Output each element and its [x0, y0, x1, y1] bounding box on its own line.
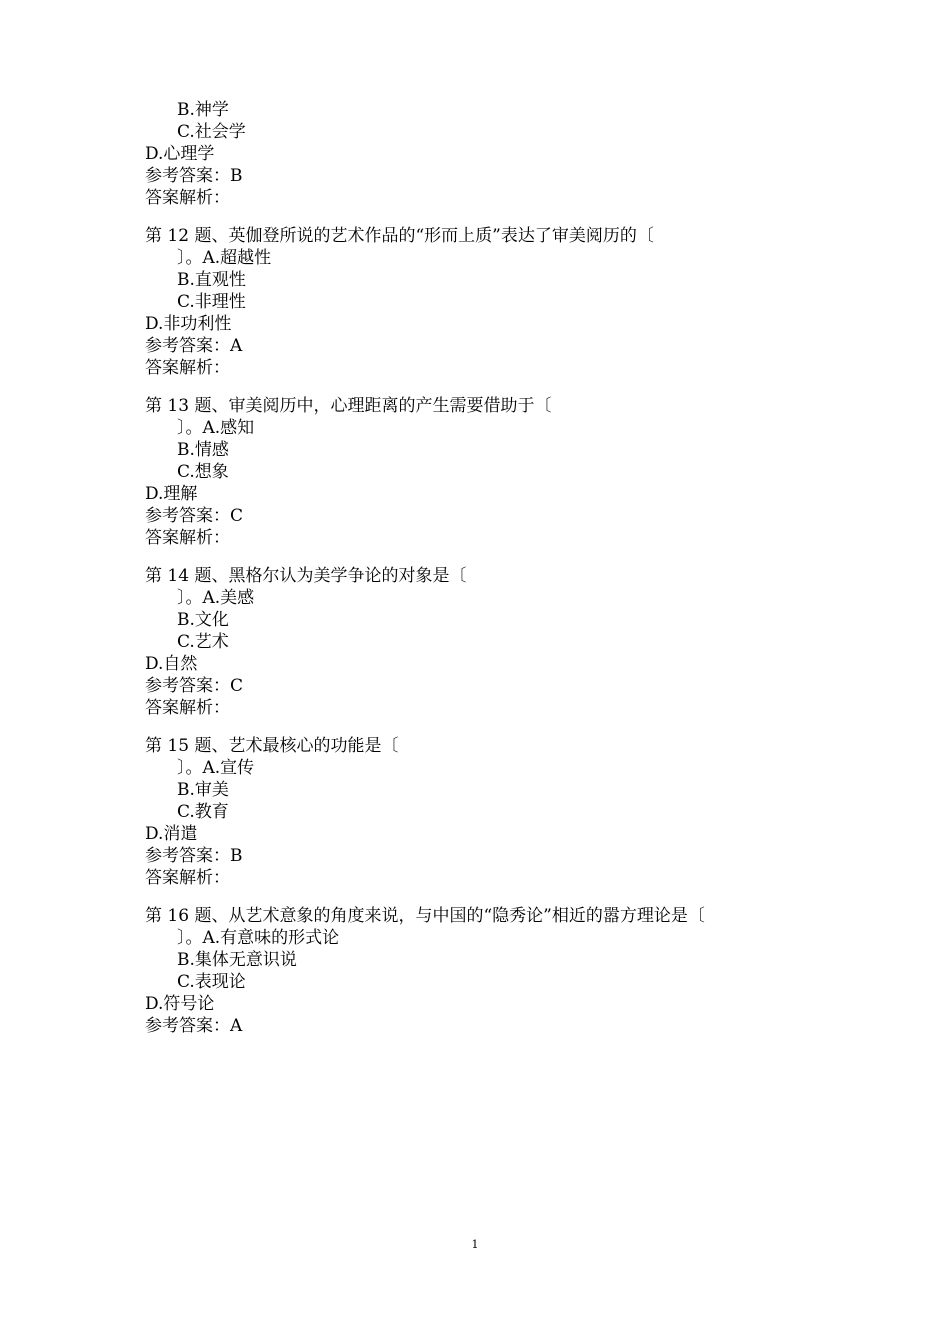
- question-stem: 第 16 题、从艺术意象的角度来说，与中国的“隐秀论”相近的嚣方理论是〔: [145, 906, 705, 926]
- option-b: B.直观性: [177, 270, 246, 290]
- option-b: B.情感: [177, 440, 229, 460]
- question-12: [145, 225, 845, 379]
- question-13: [145, 395, 845, 549]
- option-b: B.神学: [177, 100, 229, 120]
- reference-answer: 参考答案：C: [145, 676, 244, 696]
- option-a: 〕。A.有意味的形式论: [177, 928, 340, 948]
- option-d: D.心理学: [145, 144, 215, 164]
- option-b: B.文化: [177, 610, 229, 630]
- answer-analysis: 答案解析：: [145, 188, 230, 208]
- answer-analysis: 答案解析：: [145, 358, 230, 378]
- question-stem: 第 15 题、艺术最核心的功能是〔: [145, 736, 399, 756]
- question-stem: 第 12 题、英伽登所说的艺术作品的“形而上质”表达了审美阅历的〔: [145, 226, 654, 246]
- question-stem: 第 13 题、审美阅历中，心理距离的产生需要借助于〔: [145, 396, 552, 416]
- option-b: B.审美: [177, 780, 229, 800]
- question-16: [145, 905, 845, 1037]
- option-c: C.表现论: [177, 972, 246, 992]
- option-c: C.教育: [177, 802, 229, 822]
- option-b: B.集体无意识说: [177, 950, 297, 970]
- option-d: D.非功利性: [145, 314, 232, 334]
- reference-answer: 参考答案：C: [145, 506, 244, 526]
- option-a: 〕。A.感知: [177, 418, 255, 438]
- reference-answer: 参考答案：B: [145, 846, 243, 866]
- answer-analysis: 答案解析：: [145, 698, 230, 718]
- reference-answer: 参考答案：B: [145, 166, 243, 186]
- question-15: [145, 735, 845, 889]
- answer-analysis: 答案解析：: [145, 528, 230, 548]
- option-d: D.理解: [145, 484, 198, 504]
- option-a: 〕。A.超越性: [177, 248, 272, 268]
- option-c: C.想象: [177, 462, 229, 482]
- question-14: [145, 565, 845, 719]
- reference-answer: 参考答案：A: [145, 336, 243, 356]
- question-stem: 第 14 题、黑格尔认为美学争论的对象是〔: [145, 566, 467, 586]
- page-number: 1: [471, 1238, 479, 1251]
- question-fragment: [145, 99, 845, 209]
- reference-answer: 参考答案：A: [145, 1016, 243, 1036]
- option-c: C.艺术: [177, 632, 229, 652]
- option-c: C.非理性: [177, 292, 246, 312]
- option-a: 〕。A.宣传: [177, 758, 255, 778]
- answer-analysis: 答案解析：: [145, 868, 230, 888]
- page-content: [145, 99, 845, 1037]
- option-c: C.社会学: [177, 122, 246, 142]
- option-d: D.符号论: [145, 994, 215, 1014]
- option-d: D.消遣: [145, 824, 198, 844]
- option-a: 〕。A.美感: [177, 588, 255, 608]
- option-d: D.自然: [145, 654, 198, 674]
